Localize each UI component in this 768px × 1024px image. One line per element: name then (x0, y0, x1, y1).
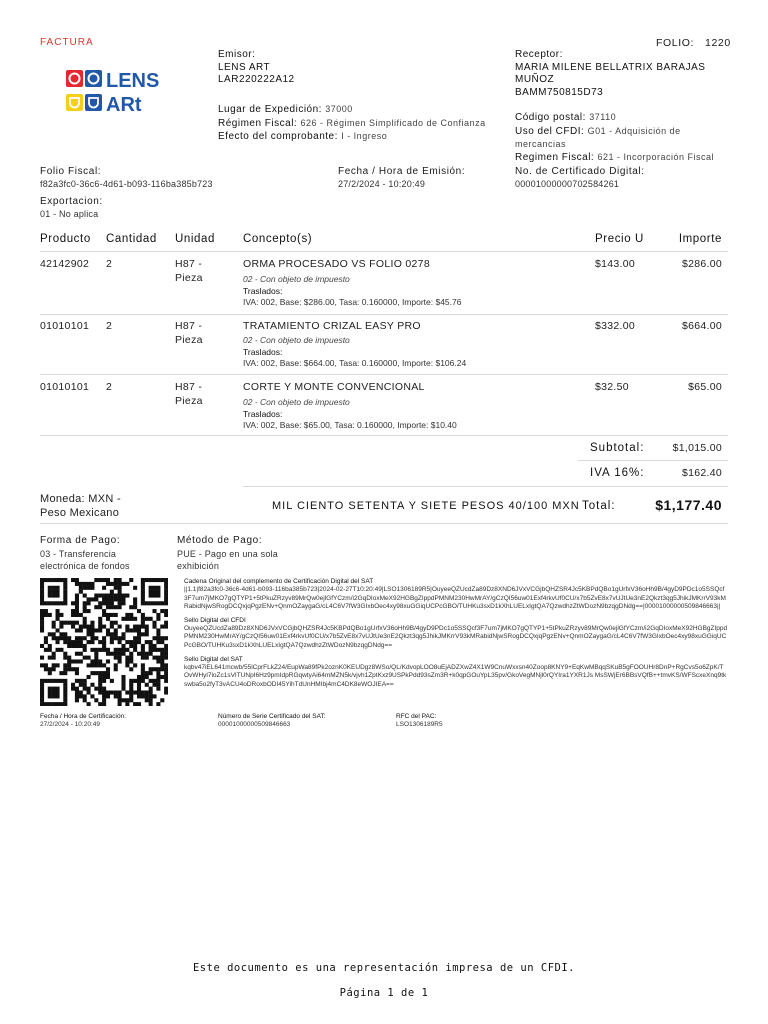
logo-text-top: LENS (106, 70, 160, 92)
lugar-expedicion-label: Lugar de Expedición: (218, 104, 322, 115)
total-en-letra: MIL CIENTO SETENTA Y SIETE PESOS 40/100 MXN (272, 500, 580, 512)
sello-sat-value: kqbv47iEL641mcwb/55lCprFLkZ24/EupWa89fPk2oznK0KEUDgz8WSo/QL/KdvopLOO8uEjADZXwZ4X1W9CnuWxxsn40Zoop8KNY9+EqKwMBqqSKuB5gFOOUHr8DnP+RgCvs5o6ZpK/TOvWHyl7loZc1sVITUNpI6Hz9pmIdpRGqwtyAi64mMZN5k/vjvh1ZptKxz9USPkPdd93sZm3R+k0qpGOuYpL35pv/GkoVegMNjl0rQYIra1YXR1Js MsSWjEr6BBsVQfB++tmvKS/WFScxeXnq9tkswba5o2fyT3vACU4oDRoxbODI45YihTdUnHMIbj4mC4DK8eWOJIEA== (184, 663, 727, 688)
row-concepto: CORTE Y MONTE CONVENCIONAL (243, 381, 425, 393)
efecto-value: I - Ingreso (341, 131, 388, 141)
row-unidad-1: H87 - (175, 381, 203, 393)
row-iva: IVA: 002, Base: $65.00, Tasa: 0.160000, Importe: $10.40 (243, 420, 457, 430)
row-concepto: ORMA PROCESADO VS FOLIO 0278 (243, 258, 430, 270)
header-producto: Producto (40, 233, 91, 245)
serie-sat-label: Número de Serie Certificado del SAT: (218, 713, 326, 720)
folio-label: FOLIO: (656, 37, 695, 49)
row-producto: 42142902 (40, 258, 90, 270)
row-precio: $143.00 (595, 258, 636, 270)
page-number: Página 1 de 1 (339, 987, 429, 999)
receptor-regimen-label: Regimen Fiscal: (515, 151, 595, 163)
row-importe: $65.00 (688, 381, 722, 393)
certificado-label: No. de Certificado Digital: (515, 166, 645, 177)
subtotal-label: Subtotal: (590, 442, 645, 454)
company-logo (64, 68, 174, 120)
header-precio: Precio U (595, 233, 644, 245)
sat-stamps (184, 578, 728, 689)
row-unidad-2: Pieza (175, 334, 203, 346)
efecto-label: Efecto del comprobante: (218, 131, 338, 142)
document-type: FACTURA (40, 37, 94, 48)
metodo-pago-value-1: PUE - Pago en una sola (177, 549, 278, 559)
exportacion-value: 01 - No aplica (40, 209, 99, 219)
row-cantidad: 2 (106, 320, 113, 332)
row-producto: 01010101 (40, 320, 90, 332)
row-importe: $286.00 (681, 258, 722, 270)
row-objeto: 02 - Con objeto de impuesto (243, 335, 350, 345)
emisor-rfc: LAR220222A12 (218, 74, 295, 85)
iva-value: $162.40 (681, 467, 722, 479)
row-iva: IVA: 002, Base: $664.00, Tasa: 0.160000, Importe: $106.24 (243, 358, 467, 368)
row-iva: IVA: 002, Base: $286.00, Tasa: 0.160000, Importe: $45.76 (243, 297, 462, 307)
row-traslados: Traslados: (243, 286, 283, 296)
fecha-emision-label: Fecha / Hora de Emisión: (338, 166, 466, 177)
row-objeto: 02 - Con objeto de impuesto (243, 274, 350, 284)
emisor-regimen-label: Régimen Fiscal: (218, 117, 298, 129)
receptor-label: Receptor: (515, 49, 563, 60)
fecha-emision-value: 27/2/2024 - 10:20:49 (338, 179, 426, 189)
sello-cfdi-value: OuyeeQZUcdZa89Dz8XND6JVxVCGjbQHZSR4Jc5KBPdQBo1gUrfxV36oHh9B/4gyD9PDc1o5SSQcf3F7um7jMKO7gQTYP1+5tPkuZRzyv89MrQw0ejlGfYCzm/i2GqDIoxMeX92HGBgZIppdPMNM230HwMrAY/gCzQI56uw01Exf4rkvUf0CU/x7b5ZvE8x7vUJtUe3nE2Qkzt3qg5JhikJMKrrV93kMRabidNjwSRogDCQxjqPgzENv+QnmOZaygaG/cL4C6V7fW3GIxbOec4xy98xuGGiqUCPcGBO/TUHKu3sxD1kXhLUELxIgtQA7QzwdhzZtWDozN9bzqgDNdg== (184, 624, 728, 649)
forma-pago-value-1: 03 - Transferencia (40, 549, 117, 559)
folio-value: 1220 (705, 37, 731, 49)
uso-cfdi-value-2: mercancias (515, 139, 567, 149)
row-precio: $32.50 (595, 381, 629, 393)
row-unidad-2: Pieza (175, 272, 203, 284)
row-precio: $332.00 (595, 320, 636, 332)
row-traslados: Traslados: (243, 409, 283, 419)
row-importe: $664.00 (681, 320, 722, 332)
lugar-expedicion-value: 37000 (325, 104, 353, 114)
cadena-original-value: ||1.1|f82a3fc0-36c6-4d61-b093-116ba385b723|2024-02-27T10:20:49|LSO1306189R5|OuyeeQZUcdZa89Dz8XND6JVxVCGjbQHZSR4Jc5KBPdQBo1gUrfxV36oHh9B/4gyD9PDc1o5SSQcf3F7um7jMKO7gQTYP1+5tPkuZRzyv89MrQw0ejlGfYCzm/i2GqDIoxMeX92HGBgZIppdPMNM230HwMrAY/gCzQI56uw01Exf4rkvUf0CU/x7b5ZvE8x7vUJtUe3nE2Qkzt3qg5JhikJMKrrV93kMRabidNjwSRogDCQxjqPgzENv+QnmOZaygaG/cL4C6V7fW3GIxbOec4xy98xuGGiqUCPcGBO/TUHKu3sxD1kXhLUELxIgtQA7QzwdhzZtWDozN9bzqgDNdg==|00001000000509846663|| (184, 586, 726, 611)
emisor-regimen-value: 626 - Régimen Simplificado de Confianza (300, 117, 486, 128)
emisor-name: LENS ART (218, 61, 271, 73)
uso-cfdi-value-1: G01 - Adquisición de (587, 125, 681, 136)
receptor-rfc: BAMM750815D73 (515, 86, 604, 98)
folio-fiscal-value: f82a3fc0-36c6-4d61-b093-116ba385b723 (40, 179, 213, 189)
row-objeto: 02 - Con objeto de impuesto (243, 397, 350, 407)
row-producto: 01010101 (40, 381, 90, 393)
emisor-label: Emisor: (218, 49, 256, 60)
header-importe: Importe (678, 233, 722, 245)
logo-text-bottom: ARt (106, 94, 142, 116)
rfc-pac-label: RFC del PAC: (396, 713, 437, 720)
receptor-regimen-value: 621 - Incorporación Fiscal (597, 151, 715, 162)
rfc-pac-value: LSO1306189R5 (396, 721, 443, 728)
uso-cfdi-label: Uso del CFDI: (515, 125, 585, 137)
forma-pago-label: Forma de Pago: (40, 535, 121, 546)
metodo-pago-label: Método de Pago: (177, 535, 263, 546)
sello-cfdi-label: Sello Digital del CFDI (184, 616, 246, 624)
cadena-original-label: Cadena Original del complemento de Certificación Digital del SAT (184, 578, 374, 585)
iva-label: IVA 16%: (590, 467, 645, 479)
header-cantidad: Cantidad (106, 233, 157, 245)
folio-fiscal-label: Folio Fiscal: (40, 166, 102, 177)
moneda-line-2: Peso Mexicano (40, 507, 120, 519)
sello-sat-label: Sello Digital del SAT (184, 655, 243, 663)
row-unidad-1: H87 - (175, 320, 203, 332)
receptor-name-2: MUÑOZ (515, 74, 555, 85)
row-unidad-1: H87 - (175, 258, 203, 270)
row-concepto: TRATAMIENTO CRIZAL EASY PRO (243, 320, 421, 332)
forma-pago-value-2: electrónica de fondos (40, 561, 130, 571)
footer-note: Este documento es una representación impresa de un CFDI. (192, 962, 575, 974)
exportacion-label: Exportacion: (40, 196, 103, 207)
receptor-name-1: MARIA MILENE BELLATRIX BARAJAS (515, 61, 706, 73)
subtotal-value: $1,015.00 (672, 442, 722, 454)
row-unidad-2: Pieza (175, 395, 203, 407)
total-value: $1,177.40 (655, 497, 722, 513)
qr-code (40, 578, 168, 706)
header-unidad: Unidad (175, 233, 216, 245)
moneda-line-1: Moneda: MXN - (40, 493, 121, 505)
codigo-postal-label: Código postal: (515, 112, 586, 123)
row-traslados: Traslados: (243, 347, 283, 357)
codigo-postal-value: 37110 (589, 112, 617, 122)
certificado-value: 00001000000702584261 (515, 179, 620, 189)
fecha-certificacion-label: Fecha / Hora de Certificación: (40, 713, 126, 720)
row-cantidad: 2 (106, 381, 113, 393)
row-cantidad: 2 (106, 258, 113, 270)
metodo-pago-value-2: exhibición (177, 561, 220, 571)
total-label: Total: (582, 500, 616, 512)
moneda (40, 492, 121, 520)
fecha-certificacion-value: 27/2/2024 - 10:20:49 (40, 721, 100, 728)
serie-sat-value: 00001000000509846663 (218, 721, 291, 728)
header-conceptos: Concepto(s) (243, 233, 313, 245)
